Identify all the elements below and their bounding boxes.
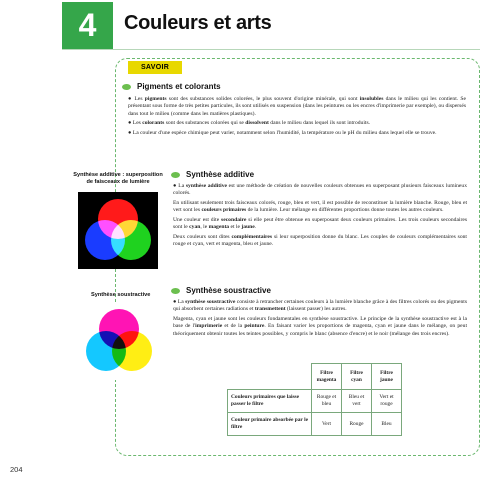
chapter-title: Couleurs et arts <box>124 12 272 34</box>
figure-caption-subtractive: Synthèse soustractive <box>91 292 151 298</box>
table-header-row <box>228 364 402 390</box>
subtractive-text <box>173 299 467 340</box>
table-cell: Vert et rouge <box>372 390 402 413</box>
table-corner <box>228 364 312 390</box>
savoir-label: SAVOIR <box>128 61 182 74</box>
chapter-number: 4 <box>62 2 113 49</box>
bullet-dot-icon <box>171 172 180 178</box>
row-header: Couleur primaire absorbée par le filtre <box>228 413 312 436</box>
paragraph: Deux couleurs sont dites complémentaires si leur superposition donne du blanc. Les couples de couleurs complémentaires sont rouge et cyan, vert et magenta, bleu et jaune. <box>173 233 467 248</box>
paragraph: ● La couleur d'une espèce chimique peut varier, notamment selon l'humidité, la température ou le pH du milieu dans lequel elle se trouve. <box>128 129 437 136</box>
column-header: Filtre magenta <box>312 364 342 390</box>
table-cell: Rouge <box>342 413 372 436</box>
filter-table <box>227 363 402 436</box>
section-heading-additive <box>171 170 254 179</box>
paragraph: ● Les pigments sont des substances solides colorées, le plus souvent d'origine minérale, qui sont insolubles dans le milieu qui les contient. Se présentant sous forme de très petites particules, ils sont utilisés en suspension (dans les peintures ou les encres d'imprimerie par exemple), ou dispersés dans tout le milieu (comme dans les matières plastiques). <box>128 96 466 117</box>
column-header: Filtre cyan <box>342 364 372 390</box>
table-cell: Vert <box>312 413 342 436</box>
heading-text: Pigments et colorants <box>137 82 221 91</box>
section-heading-subtractive <box>171 286 271 295</box>
subtractive-synthesis-illustration <box>80 303 159 380</box>
row-header: Couleurs primaires que laisse passer le filtre <box>228 390 312 413</box>
bullet-dot-icon <box>122 84 131 90</box>
section-heading-pigments <box>122 82 221 91</box>
additive-text <box>173 183 467 251</box>
table-cell: Rouge et bleu <box>312 390 342 413</box>
paragraph: ● La synthèse soustractive consiste à retrancher certaines couleurs à la lumière blanche grâce à des filtres colorés ou des pigments qui absorbent certaines radiations et transmettent (laissent passer) les autres. <box>173 299 468 313</box>
column-header: Filtre jaune <box>372 364 402 390</box>
table-cell: Bleu et vert <box>342 390 372 413</box>
paragraph: Une couleur est dite secondaire si elle peut être obtenue en superposant deux couleurs primaires. Les trois couleurs secondaires sont le cyan, le magenta et le jaune. <box>173 216 467 231</box>
subtractive-synthesis-image <box>80 303 159 380</box>
title-divider <box>62 49 480 50</box>
table-cell: Bleu <box>372 413 402 436</box>
pigments-text <box>128 96 466 139</box>
paragraph: ● La synthèse additive est une méthode de création de nouvelles couleurs obtenues en superposant plusieurs faisceaux lumineux colorés. <box>173 183 467 197</box>
table-row <box>228 390 402 413</box>
page-number: 204 <box>10 465 23 474</box>
table-row <box>228 413 402 436</box>
heading-text: Synthèse soustractive <box>186 286 271 295</box>
bullet-dot-icon <box>171 288 180 294</box>
heading-text: Synthèse additive <box>186 170 255 179</box>
figure-caption-additive: Synthèse additive : superposition de faisceaux de lumière <box>73 172 163 185</box>
paragraph: ● Les colorants sont des substances colorées qui se dissolvent dans le milieu dans lequel ils sont introduits. <box>128 120 371 127</box>
paragraph: En utilisant seulement trois faisceaux colorés, rouge, bleu et vert, il est possible de reconstituer la lumière blanche. Rouge, bleu et vert sont les couleurs primaires de la lumière. Leur mélange en différentes proportions donne toutes les autres couleurs. <box>173 199 467 214</box>
paragraph: Magenta, cyan et jaune sont les couleurs fondamentales en synthèse soustractive. Le principe de la synthèse soustractive est à la base de l'imprimerie et de la peinture. En faisant varier les proportions de magenta, cyan et jaune dans le mélange, on peut théoriquement obtenir toutes les teintes possibles, y compris le blanc (absence d'encre) et le noir (mélange des trois encres). <box>173 315 468 337</box>
additive-synthesis-illustration <box>78 192 158 269</box>
additive-synthesis-image <box>78 192 158 269</box>
